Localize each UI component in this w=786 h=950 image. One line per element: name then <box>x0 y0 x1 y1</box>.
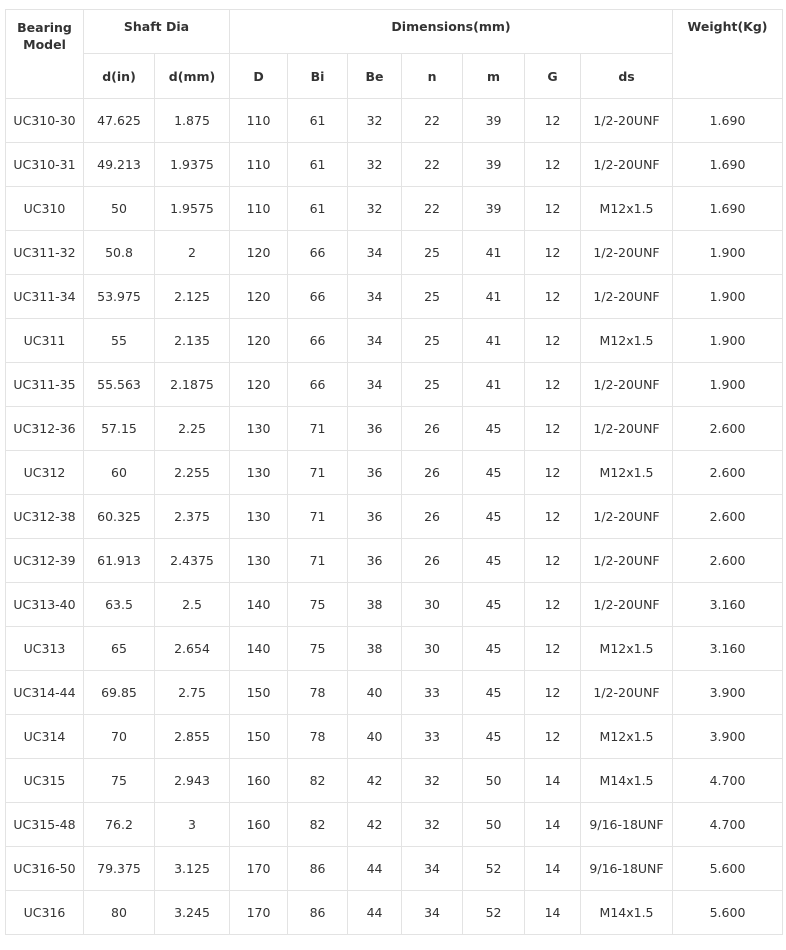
table-row <box>6 451 783 495</box>
cell-model: UC312-39 <box>6 539 84 583</box>
cell-d-mm: 2.5 <box>155 583 230 627</box>
cell-m: 39 <box>463 187 525 231</box>
header-Bi: Bi <box>288 54 348 99</box>
cell-n: 30 <box>402 583 463 627</box>
cell-G: 12 <box>525 495 581 539</box>
cell-model: UC310-30 <box>6 99 84 143</box>
table-row <box>6 407 783 451</box>
cell-ds: M12x1.5 <box>581 715 673 759</box>
cell-d-mm: 3.125 <box>155 847 230 891</box>
table-row <box>6 759 783 803</box>
cell-Be: 38 <box>348 583 402 627</box>
cell-n: 25 <box>402 319 463 363</box>
cell-G: 12 <box>525 451 581 495</box>
cell-ds: M14x1.5 <box>581 891 673 935</box>
table-row <box>6 363 783 407</box>
cell-G: 14 <box>525 759 581 803</box>
cell-Bi: 61 <box>288 187 348 231</box>
cell-Be: 40 <box>348 671 402 715</box>
table-row <box>6 275 783 319</box>
cell-D: 150 <box>230 671 288 715</box>
cell-weight: 3.160 <box>673 583 783 627</box>
cell-model: UC311-32 <box>6 231 84 275</box>
cell-D: 160 <box>230 759 288 803</box>
cell-Be: 36 <box>348 539 402 583</box>
cell-d-in: 65 <box>84 627 155 671</box>
cell-Be: 36 <box>348 407 402 451</box>
cell-Bi: 86 <box>288 891 348 935</box>
table-row <box>6 495 783 539</box>
cell-G: 12 <box>525 99 581 143</box>
cell-m: 39 <box>463 143 525 187</box>
cell-n: 32 <box>402 759 463 803</box>
cell-d-mm: 1.9575 <box>155 187 230 231</box>
cell-d-mm: 2.375 <box>155 495 230 539</box>
cell-d-mm: 2.1875 <box>155 363 230 407</box>
cell-d-mm: 2 <box>155 231 230 275</box>
cell-weight: 1.900 <box>673 231 783 275</box>
cell-model: UC312-36 <box>6 407 84 451</box>
cell-n: 33 <box>402 715 463 759</box>
cell-Be: 32 <box>348 143 402 187</box>
cell-ds: M12x1.5 <box>581 451 673 495</box>
cell-weight: 3.160 <box>673 627 783 671</box>
cell-G: 12 <box>525 627 581 671</box>
table-row <box>6 803 783 847</box>
cell-D: 120 <box>230 363 288 407</box>
cell-model: UC312 <box>6 451 84 495</box>
cell-model: UC314 <box>6 715 84 759</box>
cell-Bi: 66 <box>288 363 348 407</box>
cell-ds: 1/2-20UNF <box>581 495 673 539</box>
cell-Be: 38 <box>348 627 402 671</box>
cell-Bi: 78 <box>288 715 348 759</box>
header-d-mm: d(mm) <box>155 54 230 99</box>
cell-G: 12 <box>525 187 581 231</box>
cell-m: 45 <box>463 495 525 539</box>
cell-G: 12 <box>525 407 581 451</box>
cell-model: UC315 <box>6 759 84 803</box>
cell-n: 26 <box>402 539 463 583</box>
cell-G: 14 <box>525 891 581 935</box>
cell-Bi: 82 <box>288 759 348 803</box>
cell-Be: 32 <box>348 99 402 143</box>
cell-Be: 32 <box>348 187 402 231</box>
table-row <box>6 715 783 759</box>
cell-d-in: 75 <box>84 759 155 803</box>
cell-D: 130 <box>230 495 288 539</box>
cell-G: 12 <box>525 583 581 627</box>
cell-G: 12 <box>525 231 581 275</box>
cell-d-in: 50.8 <box>84 231 155 275</box>
cell-m: 45 <box>463 539 525 583</box>
cell-Be: 42 <box>348 803 402 847</box>
header-model-line2: Model <box>23 37 66 52</box>
header-ds: ds <box>581 54 673 99</box>
cell-d-in: 47.625 <box>84 99 155 143</box>
cell-d-in: 55 <box>84 319 155 363</box>
cell-d-mm: 2.943 <box>155 759 230 803</box>
cell-weight: 1.690 <box>673 187 783 231</box>
cell-d-in: 50 <box>84 187 155 231</box>
cell-d-in: 70 <box>84 715 155 759</box>
cell-ds: 1/2-20UNF <box>581 671 673 715</box>
cell-d-in: 55.563 <box>84 363 155 407</box>
cell-m: 45 <box>463 627 525 671</box>
cell-Bi: 71 <box>288 495 348 539</box>
cell-m: 41 <box>463 363 525 407</box>
cell-D: 170 <box>230 891 288 935</box>
cell-d-in: 69.85 <box>84 671 155 715</box>
cell-Bi: 75 <box>288 627 348 671</box>
header-shaft-dia: Shaft Dia <box>84 10 230 54</box>
table-row <box>6 539 783 583</box>
table-row <box>6 99 783 143</box>
header-weight: Weight(Kg) <box>673 10 783 99</box>
cell-Be: 34 <box>348 231 402 275</box>
cell-d-in: 49.213 <box>84 143 155 187</box>
cell-n: 32 <box>402 803 463 847</box>
header-row-sub <box>6 54 783 99</box>
cell-Be: 44 <box>348 847 402 891</box>
cell-model: UC316 <box>6 891 84 935</box>
cell-ds: 1/2-20UNF <box>581 407 673 451</box>
cell-Be: 34 <box>348 319 402 363</box>
cell-d-in: 76.2 <box>84 803 155 847</box>
cell-m: 45 <box>463 583 525 627</box>
cell-ds: M14x1.5 <box>581 759 673 803</box>
cell-model: UC311-35 <box>6 363 84 407</box>
header-Be: Be <box>348 54 402 99</box>
cell-Bi: 75 <box>288 583 348 627</box>
cell-weight: 2.600 <box>673 539 783 583</box>
header-n: n <box>402 54 463 99</box>
cell-D: 120 <box>230 275 288 319</box>
cell-m: 45 <box>463 715 525 759</box>
cell-m: 39 <box>463 99 525 143</box>
cell-weight: 1.690 <box>673 99 783 143</box>
cell-Be: 44 <box>348 891 402 935</box>
cell-ds: 1/2-20UNF <box>581 143 673 187</box>
table-row <box>6 319 783 363</box>
cell-ds: 9/16-18UNF <box>581 847 673 891</box>
cell-d-mm: 2.75 <box>155 671 230 715</box>
table-row <box>6 143 783 187</box>
cell-model: UC311 <box>6 319 84 363</box>
cell-Bi: 61 <box>288 143 348 187</box>
cell-G: 12 <box>525 671 581 715</box>
cell-model: UC316-50 <box>6 847 84 891</box>
cell-weight: 2.600 <box>673 451 783 495</box>
cell-weight: 1.900 <box>673 275 783 319</box>
cell-model: UC311-34 <box>6 275 84 319</box>
cell-weight: 5.600 <box>673 847 783 891</box>
cell-model: UC312-38 <box>6 495 84 539</box>
cell-d-in: 53.975 <box>84 275 155 319</box>
cell-model: UC314-44 <box>6 671 84 715</box>
cell-ds: 1/2-20UNF <box>581 275 673 319</box>
spec-table-container <box>5 9 783 935</box>
cell-model: UC310 <box>6 187 84 231</box>
header-D: D <box>230 54 288 99</box>
cell-d-in: 61.913 <box>84 539 155 583</box>
header-model-line1: Bearing <box>17 20 72 35</box>
cell-m: 50 <box>463 803 525 847</box>
cell-D: 120 <box>230 231 288 275</box>
cell-d-in: 63.5 <box>84 583 155 627</box>
cell-D: 160 <box>230 803 288 847</box>
cell-model: UC313 <box>6 627 84 671</box>
table-row <box>6 671 783 715</box>
cell-d-in: 60 <box>84 451 155 495</box>
header-dimensions: Dimensions(mm) <box>230 10 673 54</box>
cell-d-in: 57.15 <box>84 407 155 451</box>
cell-weight: 2.600 <box>673 495 783 539</box>
cell-D: 120 <box>230 319 288 363</box>
cell-G: 12 <box>525 319 581 363</box>
cell-m: 45 <box>463 407 525 451</box>
cell-Be: 42 <box>348 759 402 803</box>
cell-D: 110 <box>230 143 288 187</box>
cell-Bi: 71 <box>288 451 348 495</box>
cell-D: 130 <box>230 539 288 583</box>
header-bearing-model <box>6 10 84 99</box>
cell-Bi: 66 <box>288 319 348 363</box>
cell-ds: M12x1.5 <box>581 627 673 671</box>
cell-weight: 3.900 <box>673 671 783 715</box>
cell-ds: 1/2-20UNF <box>581 539 673 583</box>
cell-n: 26 <box>402 451 463 495</box>
table-row <box>6 231 783 275</box>
cell-Be: 36 <box>348 495 402 539</box>
cell-Bi: 71 <box>288 539 348 583</box>
cell-model: UC310-31 <box>6 143 84 187</box>
cell-m: 41 <box>463 231 525 275</box>
cell-Be: 36 <box>348 451 402 495</box>
cell-n: 26 <box>402 407 463 451</box>
cell-d-mm: 2.4375 <box>155 539 230 583</box>
cell-n: 34 <box>402 891 463 935</box>
cell-Bi: 82 <box>288 803 348 847</box>
cell-weight: 1.900 <box>673 319 783 363</box>
cell-Be: 34 <box>348 363 402 407</box>
cell-D: 170 <box>230 847 288 891</box>
cell-Bi: 66 <box>288 231 348 275</box>
cell-G: 12 <box>525 363 581 407</box>
cell-d-mm: 1.9375 <box>155 143 230 187</box>
bearing-spec-table <box>5 9 783 935</box>
cell-ds: 1/2-20UNF <box>581 583 673 627</box>
cell-d-in: 79.375 <box>84 847 155 891</box>
cell-d-mm: 1.875 <box>155 99 230 143</box>
cell-Bi: 61 <box>288 99 348 143</box>
cell-D: 150 <box>230 715 288 759</box>
cell-n: 25 <box>402 275 463 319</box>
cell-m: 45 <box>463 671 525 715</box>
cell-D: 110 <box>230 187 288 231</box>
cell-n: 30 <box>402 627 463 671</box>
cell-Bi: 86 <box>288 847 348 891</box>
cell-Be: 34 <box>348 275 402 319</box>
cell-d-mm: 2.255 <box>155 451 230 495</box>
cell-d-mm: 2.855 <box>155 715 230 759</box>
cell-n: 22 <box>402 99 463 143</box>
cell-n: 26 <box>402 495 463 539</box>
cell-G: 12 <box>525 143 581 187</box>
cell-n: 33 <box>402 671 463 715</box>
cell-G: 12 <box>525 275 581 319</box>
header-G: G <box>525 54 581 99</box>
cell-weight: 4.700 <box>673 759 783 803</box>
cell-m: 41 <box>463 275 525 319</box>
cell-Bi: 78 <box>288 671 348 715</box>
cell-d-in: 60.325 <box>84 495 155 539</box>
cell-d-mm: 3 <box>155 803 230 847</box>
cell-weight: 3.900 <box>673 715 783 759</box>
cell-ds: 1/2-20UNF <box>581 231 673 275</box>
cell-D: 130 <box>230 407 288 451</box>
cell-D: 110 <box>230 99 288 143</box>
cell-n: 25 <box>402 363 463 407</box>
cell-weight: 4.700 <box>673 803 783 847</box>
cell-Be: 40 <box>348 715 402 759</box>
cell-n: 22 <box>402 143 463 187</box>
cell-ds: 1/2-20UNF <box>581 99 673 143</box>
cell-weight: 1.900 <box>673 363 783 407</box>
cell-d-mm: 2.125 <box>155 275 230 319</box>
cell-n: 25 <box>402 231 463 275</box>
cell-weight: 2.600 <box>673 407 783 451</box>
header-m: m <box>463 54 525 99</box>
cell-m: 45 <box>463 451 525 495</box>
cell-m: 50 <box>463 759 525 803</box>
cell-ds: M12x1.5 <box>581 319 673 363</box>
cell-D: 130 <box>230 451 288 495</box>
table-row <box>6 891 783 935</box>
cell-ds: 1/2-20UNF <box>581 363 673 407</box>
cell-d-in: 80 <box>84 891 155 935</box>
cell-m: 52 <box>463 847 525 891</box>
cell-d-mm: 2.654 <box>155 627 230 671</box>
cell-ds: M12x1.5 <box>581 187 673 231</box>
cell-Bi: 66 <box>288 275 348 319</box>
table-row <box>6 187 783 231</box>
cell-D: 140 <box>230 627 288 671</box>
table-row <box>6 627 783 671</box>
cell-G: 12 <box>525 715 581 759</box>
cell-model: UC315-48 <box>6 803 84 847</box>
table-row <box>6 847 783 891</box>
cell-m: 52 <box>463 891 525 935</box>
cell-n: 34 <box>402 847 463 891</box>
cell-Bi: 71 <box>288 407 348 451</box>
header-row-main <box>6 10 783 54</box>
header-d-in: d(in) <box>84 54 155 99</box>
cell-G: 12 <box>525 539 581 583</box>
table-body <box>6 99 783 935</box>
cell-d-mm: 3.245 <box>155 891 230 935</box>
cell-d-mm: 2.135 <box>155 319 230 363</box>
cell-d-mm: 2.25 <box>155 407 230 451</box>
cell-ds: 9/16-18UNF <box>581 803 673 847</box>
cell-model: UC313-40 <box>6 583 84 627</box>
cell-weight: 1.690 <box>673 143 783 187</box>
cell-G: 14 <box>525 847 581 891</box>
table-row <box>6 583 783 627</box>
cell-weight: 5.600 <box>673 891 783 935</box>
cell-D: 140 <box>230 583 288 627</box>
cell-n: 22 <box>402 187 463 231</box>
cell-G: 14 <box>525 803 581 847</box>
cell-m: 41 <box>463 319 525 363</box>
